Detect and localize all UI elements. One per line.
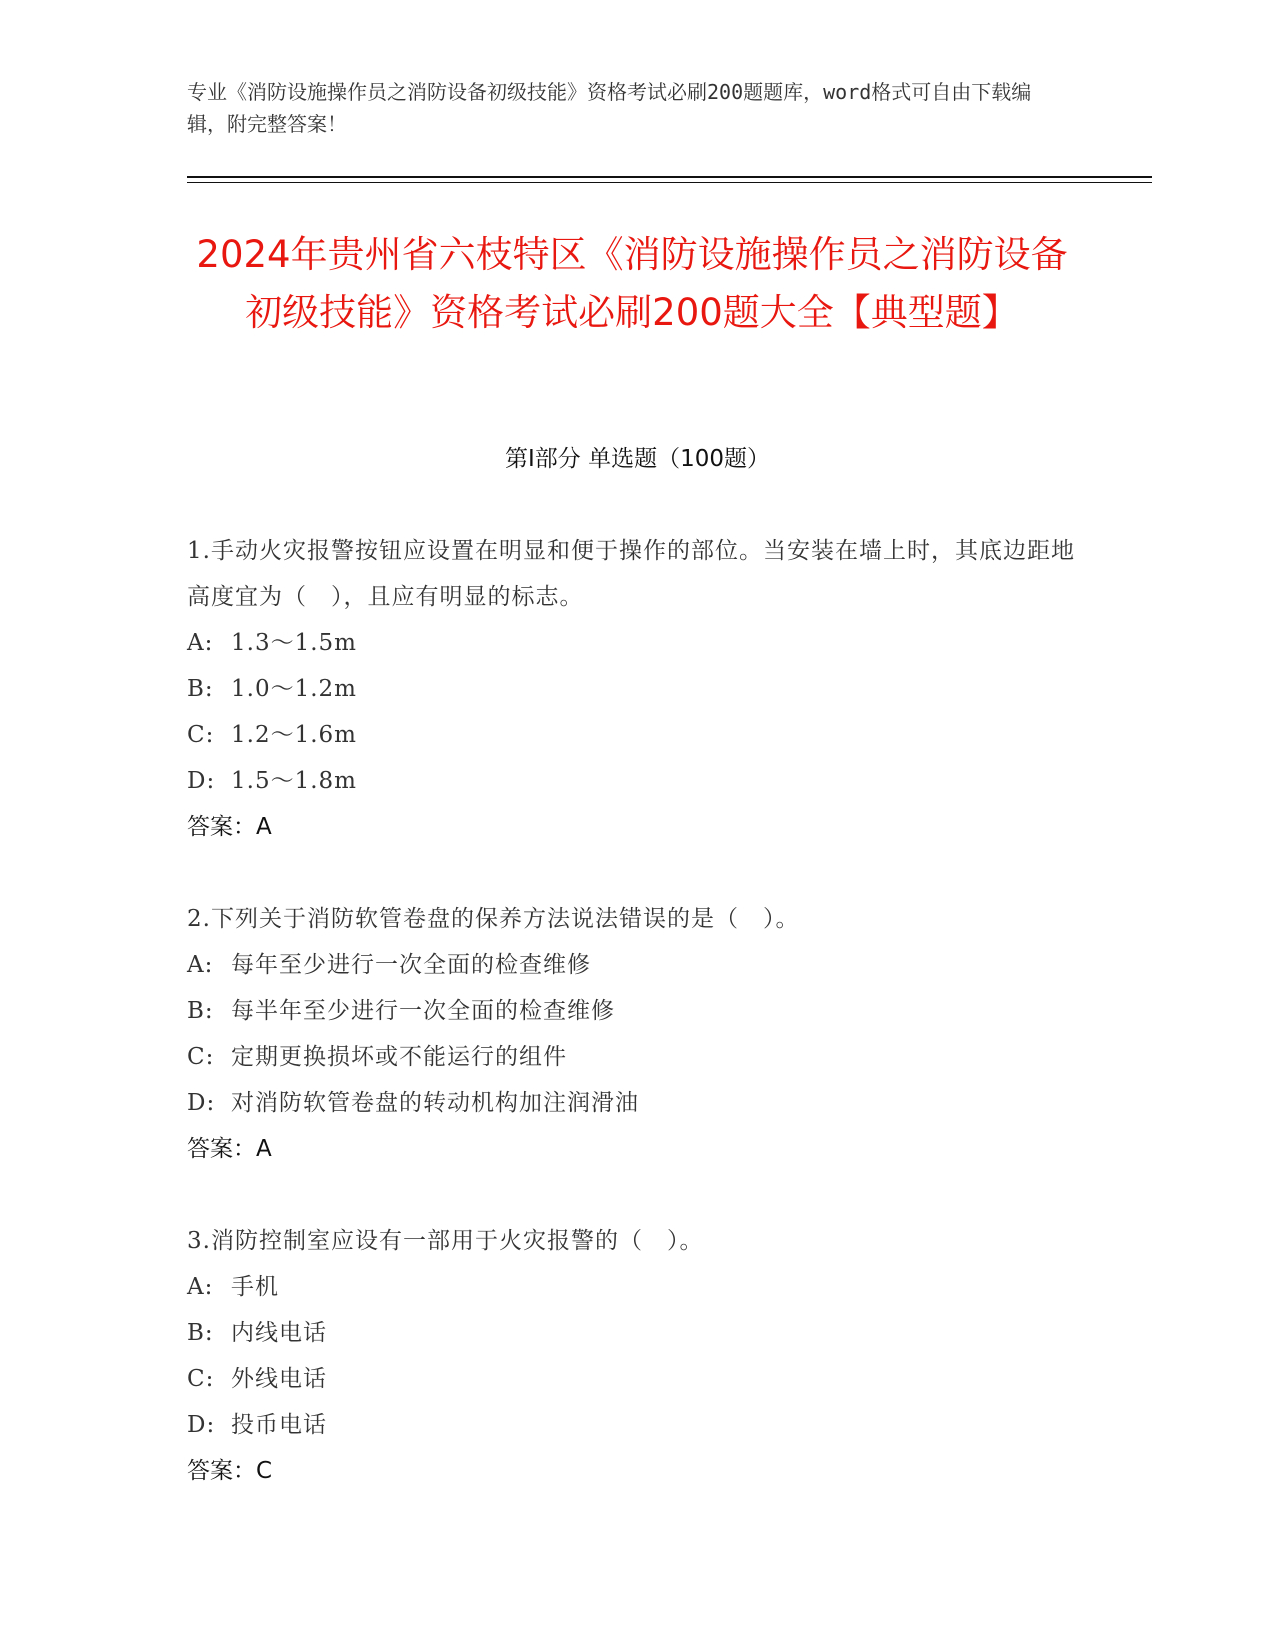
question-1 — [187, 528, 1087, 850]
option-text: 1.5～1.8m — [231, 768, 357, 794]
option-text: 内线电话 — [231, 1320, 327, 1346]
answer-line: 答案：A — [187, 814, 272, 840]
option-text: 每年至少进行一次全面的检查维修 — [231, 952, 591, 978]
question-3 — [187, 1218, 1087, 1494]
option-d — [187, 1402, 1087, 1448]
option-key: D: — [187, 768, 216, 794]
document-title: 2024年贵州省六枝特区《消防设施操作员之消防设备初级技能》资格考试必刷200题大全【典型题】 — [196, 233, 1068, 334]
option-key: B: — [187, 1320, 214, 1346]
option-a — [187, 942, 1087, 988]
option-key: A: — [187, 952, 214, 978]
option-text: 1.0～1.2m — [231, 676, 357, 702]
option-b — [187, 666, 1087, 712]
option-a — [187, 620, 1087, 666]
option-text: 手机 — [231, 1274, 279, 1300]
option-key: C: — [187, 722, 215, 748]
header-divider-thick — [187, 176, 1152, 178]
option-text: 每半年至少进行一次全面的检查维修 — [231, 998, 615, 1024]
option-d — [187, 1080, 1087, 1126]
section-heading: 第I部分 单选题（100题） — [505, 446, 770, 472]
question-2 — [187, 896, 1087, 1172]
option-a — [187, 1264, 1087, 1310]
header-note: 专业《消防设施操作员之消防设备初级技能》资格考试必刷200题题库，word格式可自由下载编辑，附完整答案！ — [187, 80, 1032, 136]
option-key: C: — [187, 1366, 215, 1392]
option-key: C: — [187, 1044, 215, 1070]
answer-line: 答案：C — [187, 1458, 273, 1484]
option-text: 定期更换损坏或不能运行的组件 — [231, 1044, 567, 1070]
option-b — [187, 988, 1087, 1034]
option-c — [187, 712, 1087, 758]
question-stem: 3.消防控制室应设有一部用于火灾报警的（ ）。 — [187, 1228, 704, 1254]
option-text: 投币电话 — [231, 1412, 327, 1438]
option-b — [187, 1310, 1087, 1356]
option-text: 1.3～1.5m — [231, 630, 357, 656]
option-key: A: — [187, 1274, 214, 1300]
option-key: B: — [187, 676, 214, 702]
question-stem: 1.手动火灾报警按钮应设置在明显和便于操作的部位。当安装在墙上时，其底边距地高度宜为（ ），且应有明显的标志。 — [187, 538, 1075, 610]
option-c — [187, 1356, 1087, 1402]
option-text: 外线电话 — [231, 1366, 327, 1392]
option-key: D: — [187, 1412, 216, 1438]
option-key: D: — [187, 1090, 216, 1116]
option-key: B: — [187, 998, 214, 1024]
option-d — [187, 758, 1087, 804]
option-key: A: — [187, 630, 214, 656]
option-text: 1.2～1.6m — [231, 722, 357, 748]
header-divider-thin — [187, 182, 1152, 183]
option-c — [187, 1034, 1087, 1080]
option-text: 对消防软管卷盘的转动机构加注润滑油 — [231, 1090, 639, 1116]
question-list — [187, 528, 1087, 1540]
answer-line: 答案：A — [187, 1136, 272, 1162]
question-stem: 2.下列关于消防软管卷盘的保养方法说法错误的是（ ）。 — [187, 906, 800, 932]
